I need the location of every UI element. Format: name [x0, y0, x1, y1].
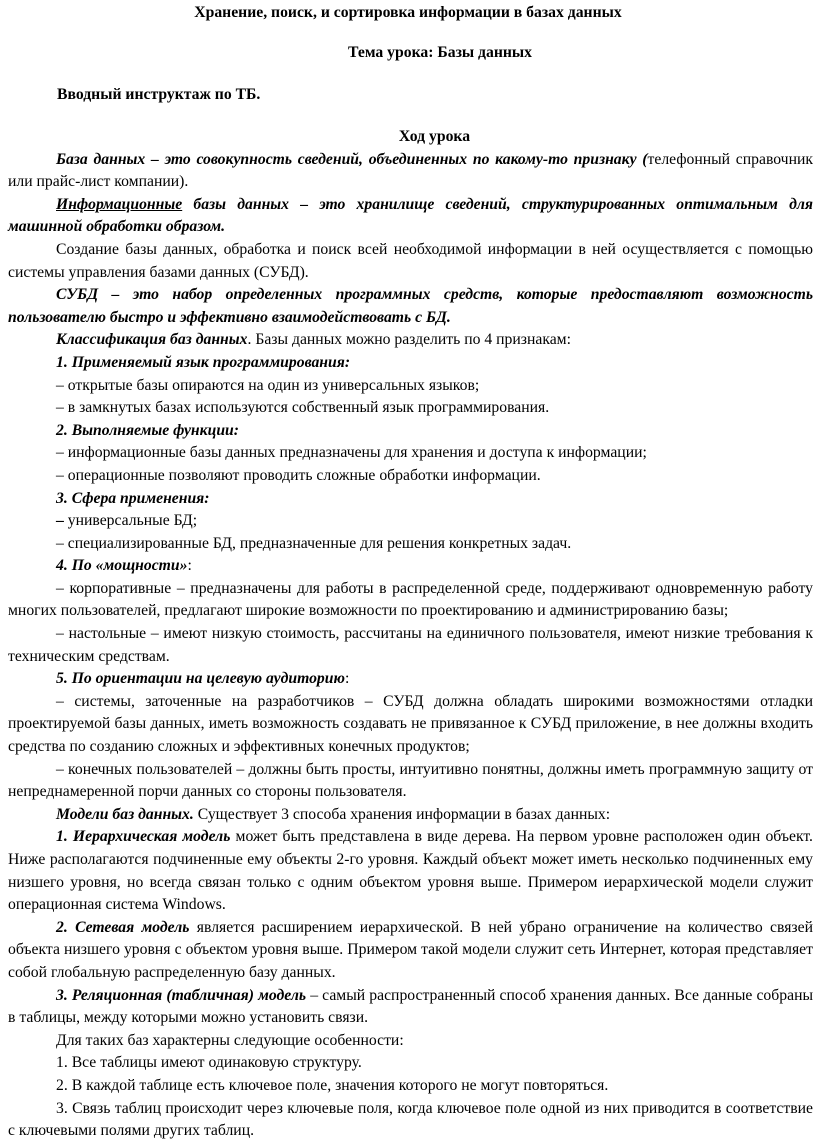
lesson-topic: Тема урока: Базы данных — [347, 44, 532, 61]
heading-scope: 3. Сфера применения: — [56, 489, 210, 507]
list-text: универсальные БД; — [63, 512, 198, 530]
list-item: – специализированные БД, предназначенные для решения конкретных задач. — [56, 534, 572, 552]
heading-power-bold: 4. По «мощности» — [56, 557, 188, 575]
paragraph-classification — [8, 329, 813, 352]
paragraph-info-db — [8, 194, 813, 239]
db-definition-rest: телефонный справочник или прайс-лист компании). — [8, 150, 813, 191]
hierarchical-bold: 1. Иерархическая модель — [56, 828, 231, 846]
classification-rest: . Базы данных можно разделить по 4 признакам: — [247, 331, 571, 349]
course-heading: Ход урока — [398, 128, 471, 145]
list-item: 3. Связь таблиц происходит через ключевые поля, когда ключевое поле одной из них приводится в соответствие с ключевыми полями других таблиц. — [8, 1099, 813, 1140]
db-definition-bold: База данных – это совокупность сведений, объединенных по какому-то признаку ( — [56, 150, 648, 168]
list-item: – открытые базы опираются на один из универсальных языков; — [56, 376, 480, 394]
info-db-underlined: Информационные — [56, 195, 183, 213]
heading-audience-colon: : — [344, 670, 350, 688]
paragraph-dbms-definition: СУБД – это набор определенных программных средств, которые предоставляют возможность пользователю быстро и эффективно взаимодействовать с БД. — [8, 286, 813, 326]
intro-heading: Вводный инструктаж по ТБ. — [57, 86, 261, 103]
heading-language: 1. Применяемый язык программирования: — [56, 353, 351, 371]
list-item: – системы, заточенные на разработчиков – СУБД должна обладать широкими возможностями отладки проектируемой базы данных, иметь возможность создавать не привязанное к СУБД приложение, в нее должны входить средства по созданию сложных и эффективных конечных продуктов; — [8, 692, 813, 756]
heading-power — [8, 555, 813, 578]
list-dash: – — [56, 512, 64, 530]
list-item: – в замкнутых базах используются собственный язык программирования. — [56, 399, 550, 417]
heading-audience-bold: 5. По ориентации на целевую аудиторию — [56, 670, 345, 688]
network-rest: является расширением иерархической. В ней убрано ограничение на количество связей объекта низшего уровня с объектом уровня выше. Примером такой модели служит сеть Интернет, которая представляет собой глобальную распределенную базу данных. — [8, 918, 813, 981]
heading-power-colon: : — [187, 557, 192, 575]
document-title: Хранение, поиск, и сортировка информации в базах данных — [194, 4, 622, 21]
network-bold: 2. Сетевая модель — [56, 918, 190, 936]
list-item: – конечных пользователей – должны быть просты, интуитивно понятны, должны иметь программную защиту от непреднамеренной порчи данных со стороны пользователя. — [8, 760, 813, 801]
list-item: – корпоративные – предназначены для работы в распределенной среде, поддерживают одновременную работу многих пользователей, предлагают широкие возможности по проектированию и администрированию базы; — [8, 579, 813, 620]
classification-bold: Классификация баз данных — [56, 331, 248, 349]
list-item: – настольные – имеют низкую стоимость, рассчитаны на единичного пользователя, имеют низкие требования к техническим средствам. — [8, 625, 813, 665]
list-item: – информационные базы данных предназначены для хранения и доступа к информации; — [56, 444, 647, 462]
paragraph-features: Для таких баз характерны следующие особенности: — [56, 1031, 404, 1049]
paragraph-network — [8, 917, 813, 985]
paragraph-models — [8, 804, 813, 827]
info-db-rest: базы данных – это хранилище сведений, структурированных оптимальным для машинной обработки образом. — [8, 195, 813, 236]
list-item: 2. В каждой таблице есть ключевое поле, значения которого не могут повторяться. — [56, 1076, 609, 1094]
paragraph-relational — [8, 985, 813, 1030]
list-item — [8, 510, 813, 533]
list-item: 1. Все таблицы имеют одинаковую структуру. — [56, 1054, 362, 1072]
heading-functions: 2. Выполняемые функции: — [56, 421, 239, 439]
heading-audience — [8, 668, 813, 691]
paragraph-dbms-intro: Создание базы данных, обработка и поиск всей необходимой информации в ней осуществляется с помощью системы управления базами данных (СУБД). — [8, 240, 813, 281]
models-rest: Существует 3 способа хранения информации в базах данных: — [193, 805, 611, 823]
document-body — [8, 126, 813, 1143]
paragraph-hierarchical — [8, 826, 813, 916]
list-item: – операционные позволяют проводить сложные обработки информации. — [56, 466, 541, 484]
relational-rest: – самый распространенный способ хранения данных. Все данные собраны в таблицы, между которыми можно установить связи. — [8, 986, 813, 1027]
paragraph-db-definition — [8, 149, 813, 194]
relational-bold: 3. Реляционная (табличная) модель — [56, 986, 307, 1004]
hierarchical-rest: может быть представлена в виде дерева. На первом уровне расположен один объект. Ниже располагаются подчиненные ему объекты 2-го уровня. Каждый объект может иметь несколько подчиненных ему низшего уровня, но всегда связан только с одним объектом уровня выше. Примером иерархической модели служит операционная система Windows. — [8, 828, 813, 914]
models-bold: Модели баз данных. — [56, 805, 194, 823]
